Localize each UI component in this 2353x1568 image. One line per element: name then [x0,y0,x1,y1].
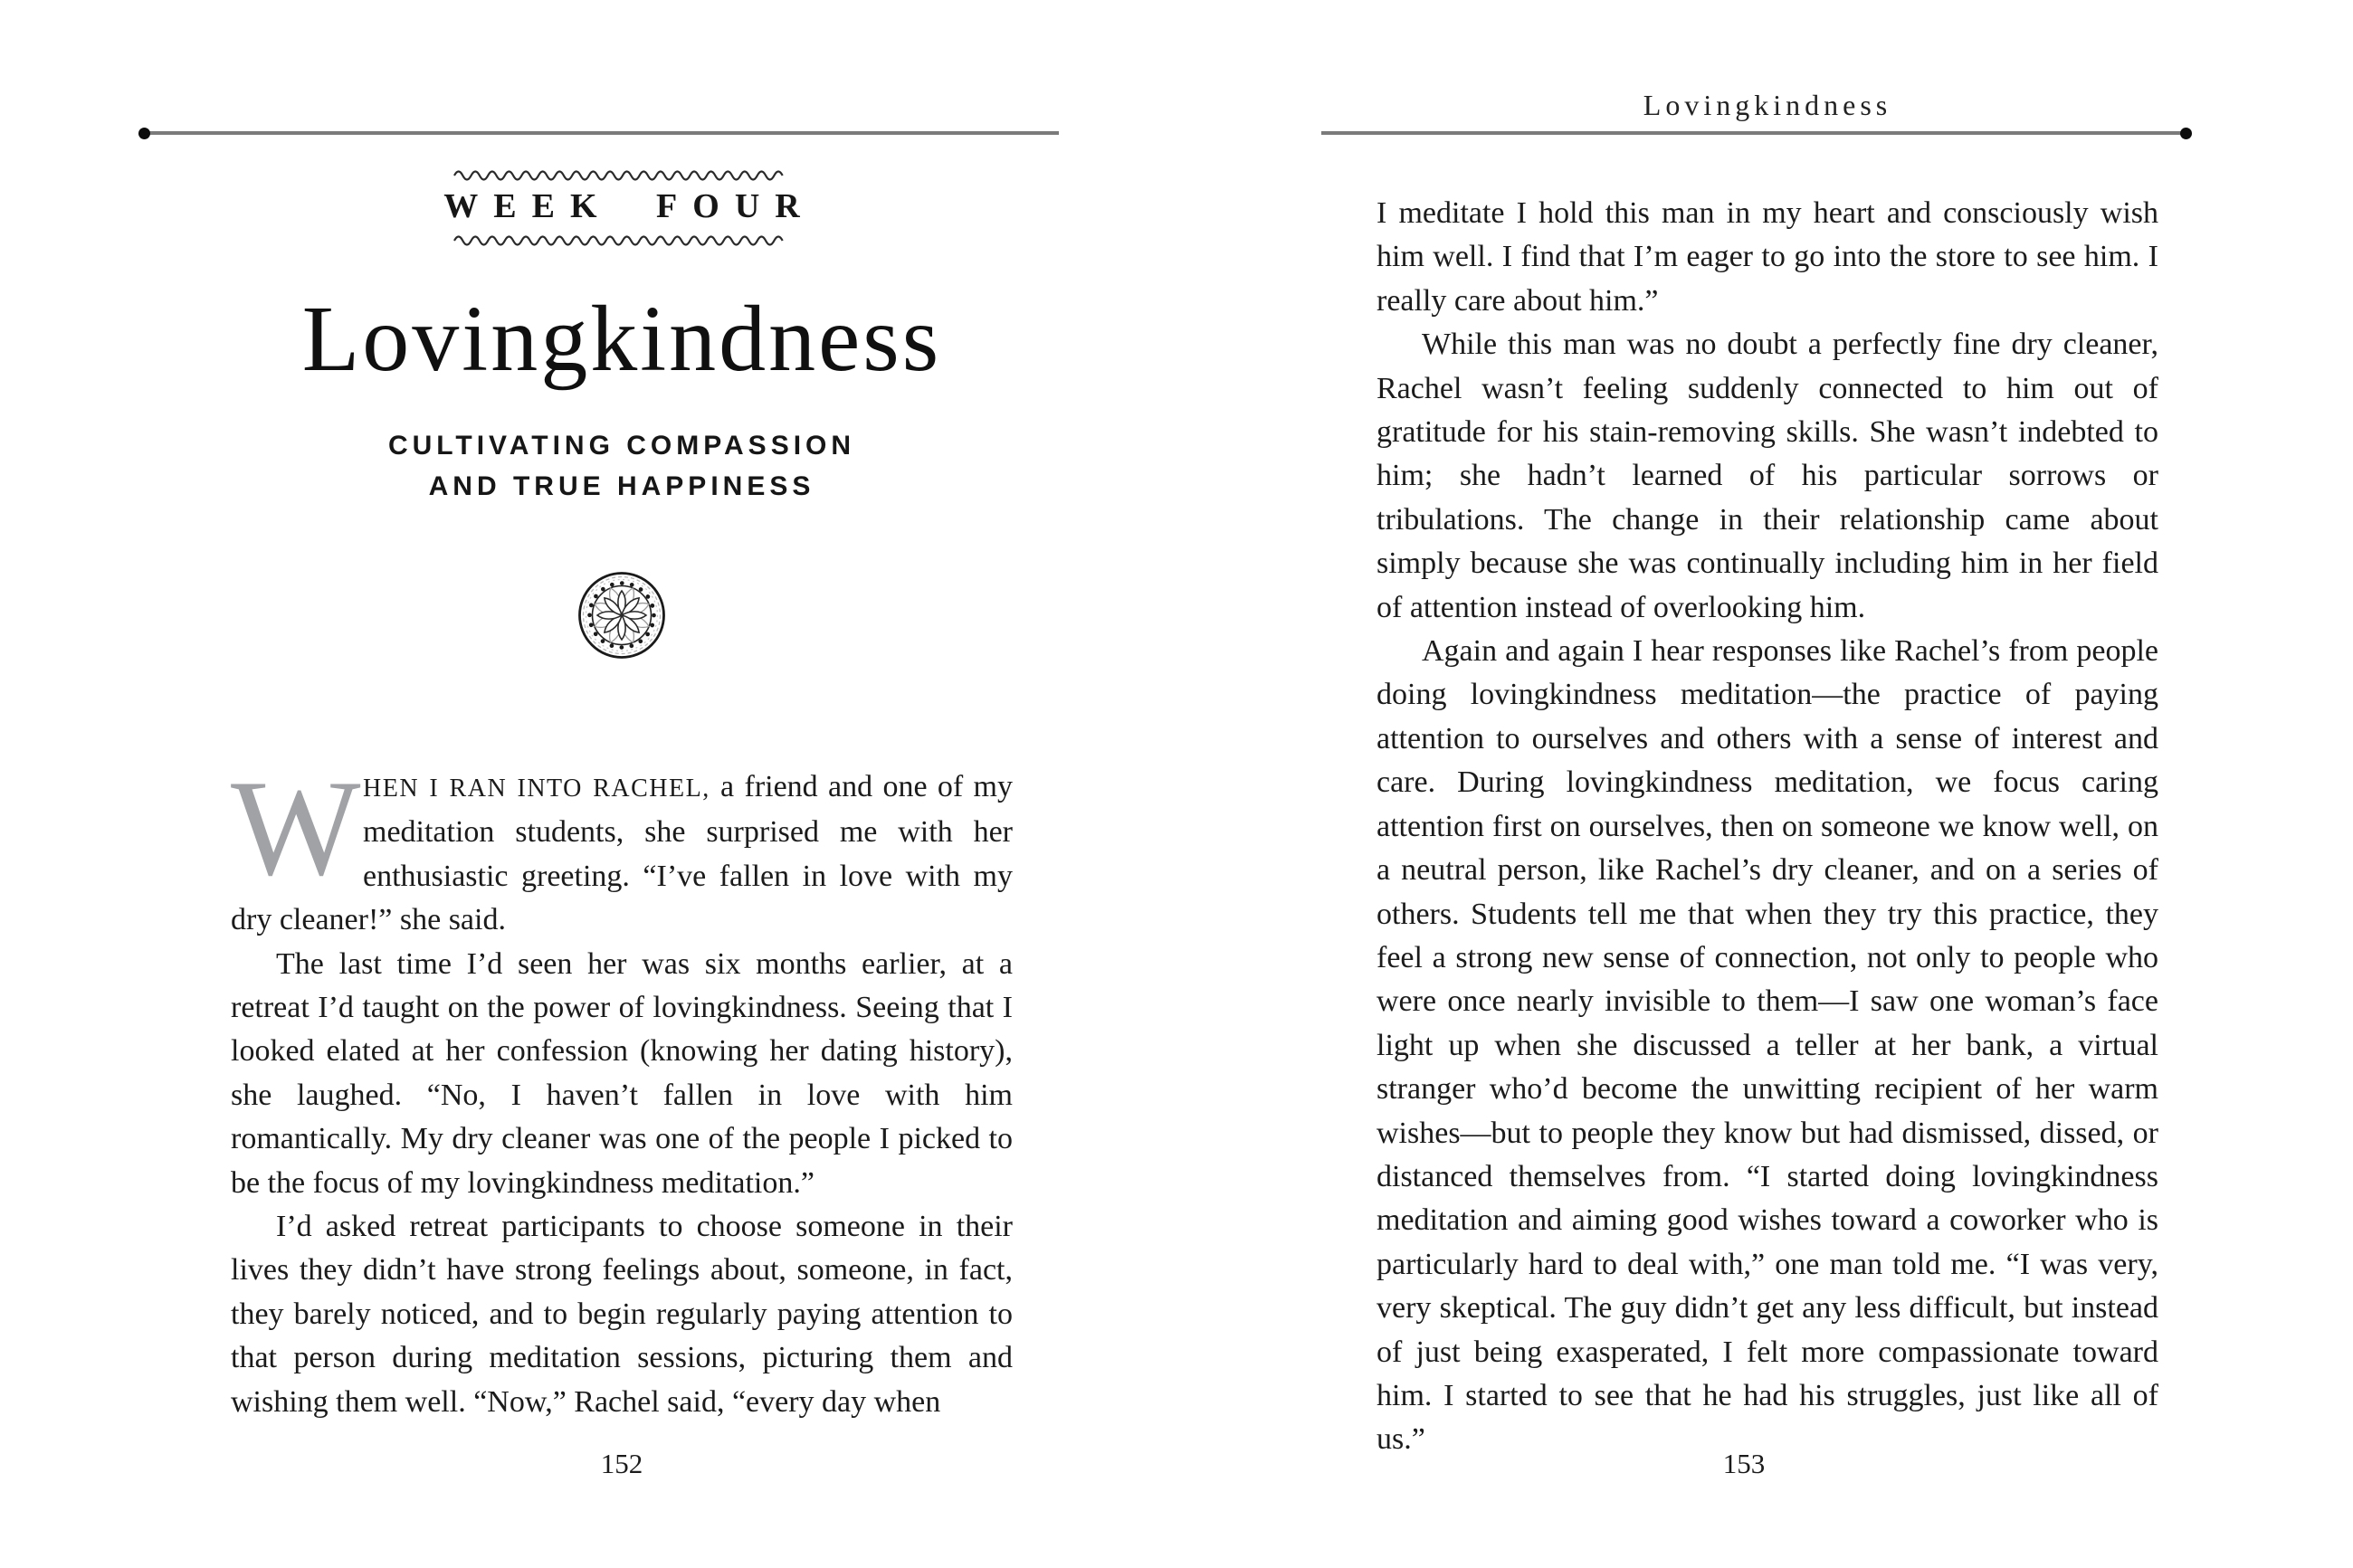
paragraph: I’d asked retreat participants to choose someone in their lives they didn’t have strong feelings about, someone, in fact, they barely noticed, and to begin regularly paying attention to that person during meditation sessions, picturing them and wishing them well. “Now,” Rachel said, “every day when [231,1210,1013,1419]
lotus-medallion-icon [231,570,1013,665]
rule-end-dot-icon [2180,128,2192,139]
subtitle-line-1: CULTIVATING COMPASSION [387,431,856,461]
wave-ornament-top-icon [231,166,1013,185]
left-body-text [231,752,1013,1424]
paragraph: Again and again I hear responses like Rachel’s from people doing lovingkindness meditation—the practice of paying attention to ourselves and others with a sense of interest and care. During lovingkindness meditation, we focus caring attention first on ourselves, then on someone we know well, on a neutral person, like Rachel’s dry cleaner, and on a series of others. Students tell me that when they try this practice, they feel a strong new sense of connection, not only to people who were once nearly invisible to them—I saw one woman’s face light up when she discussed a teller at her bank, a virtual stranger who’d become the unwitting recipient of her warm wishes—but to people they know but had dismissed, dissed, or distanced themselves from. “I started doing lovingkindness meditation and aiming good wishes toward a coworker who is particularly hard to deal with,” one man told me. “I was very, very skeptical. The guy didn’t get any less difficult, but instead of just being exasperated, I felt more compassionate toward him. I started to see that he had his struggles, just like all of us.” [1377,634,2158,1457]
right-body-text [1377,192,2158,1462]
opening-text: a friend and one of my meditation students, she surprised me with her enthusiastic greeting. “I’ve fallen in love with my dry cleaner!” she said. [231,770,1013,937]
paragraph: While this man was no doubt a perfectly fine dry cleaner, Rachel wasn’t feeling suddenly connected to him out of gratitude for his stain-removing skills. She wasn’t indebted to him; she hadn’t learned of his particular sorrows or tribulations. The change in their relationship came about simply because she was continually including him in her field of attention instead of overlooking him. [1377,328,2158,624]
paragraph: I meditate I hold this man in my heart and consciously wish him well. I find that I’m eager to go into the store to see him. I really care about him.” [1377,196,2158,318]
opening-small-caps: HEN I RAN INTO RACHEL, [363,774,710,803]
drop-cap: W [231,752,361,904]
rule-end-dot-icon [138,128,150,139]
week-kicker: WEEK FOUR [443,187,815,225]
paragraph: The last time I’d seen her was six months earlier, at a retreat I’d taught on the power of lovingkindness. Seeing that I looked elated at her confession (knowing her dating history), she laughed. “No, I haven’t fallen in love with him romantically. My dry cleaner was one of the people I picked to be the focus of my lovingkindness meditation.” [231,946,1013,1200]
page-number-left: 152 [600,1448,643,1479]
chapter-title: Lovingkindness [301,287,942,391]
wave-ornament-bottom-icon [231,232,1013,251]
running-head: Lovingkindness [1643,89,1892,121]
chapter-subtitle [231,425,1013,507]
left-header-rule [143,131,1059,135]
page-number-right: 153 [1722,1448,1766,1479]
subtitle-line-2: AND TRUE HAPPINESS [428,471,815,501]
opening-paragraph [231,752,1013,943]
right-header-rule [1321,131,2187,135]
